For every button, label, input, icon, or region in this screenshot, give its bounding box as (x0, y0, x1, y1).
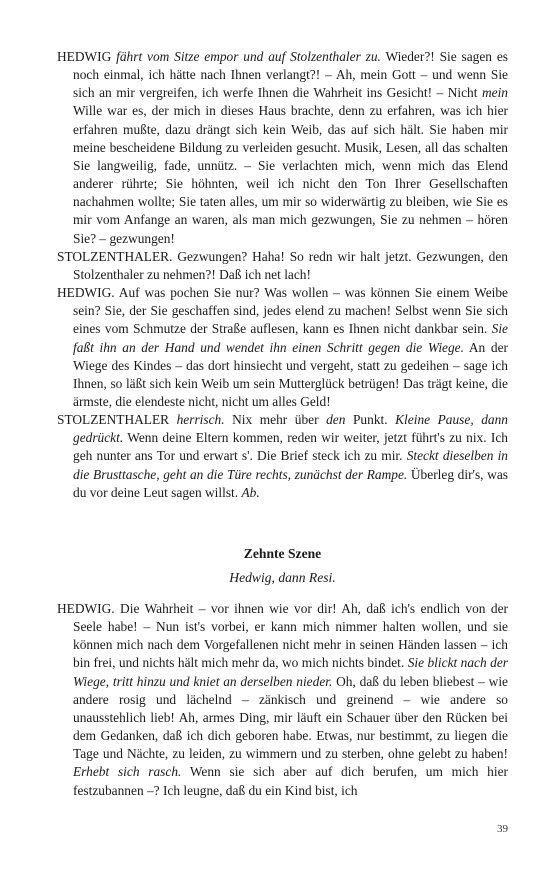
dialogue-text: An der Wiege des Kindes – das dort hinsiecht und vergeht, statt zu gedeihen – sage ich Ihnen, so läßt sich kein Weib um sein Mutterglück betrügen! Das trägt keine, die ärmste, die elendeste nicht, nicht um alles Geld! (73, 339, 508, 409)
stage-direction: Sie blickt nach der Wiege, tritt hinzu und kniet an derselben nieder. (73, 655, 508, 689)
stage-direction: Sie faßt ihn an der Hand und wendet ihn einen Schritt gegen die Wiege. (73, 321, 508, 355)
dialogue-text: Wenn sie sich aber auf dich berufen, um mich hier festzubannen –? Ich leugne, daß du ein Kind bist, ich (73, 764, 508, 798)
dialogue-text: Wille war es, der mich in dieses Haus brachte, denn zu erfahren, was ich hier erfahren mußte, dazu drängt sich kein Weib, das auf sich hält. Sie haben mir meine bescheidene Bildung zu verleiden gesucht. Musik, Lesen, all das schalten Sie langweilig, fade, unnütz. – Sie verlachten mich, wenn mich das Elend anderer rührte; Sie höhnten, weil ich nicht den Ton Ihrer Gesellschaften nachahmen wollte; Sie taten alles, um mir so widerwärtig zu bleiben, wie Sie es mir vom Anfange an waren, als man mich gezwungen, Sie zu nehmen – hören Sie? – gezwungen! (73, 103, 508, 246)
dialogue-text: Wenn deine Eltern kommen, reden wir weiter, jetzt führt's zu nix. Ich geh nunter ans Tor und erwart s'. Die Brief steck ich zu mir. (73, 430, 508, 464)
dialogue-paragraph (57, 284, 508, 411)
stage-direction: den (326, 412, 346, 428)
scene-heading: Zehnte Szene (243, 546, 322, 561)
dialogue-paragraph (57, 48, 508, 248)
dialogue-text: Oh, daß du leben bliebest – wie andere rosig und lächelnd – zänkisch und greinend – wie andere so unausstehlich lieb! Ah, armes Ding, mir läuft ein Schauer über den Rücken bei dem Gedanken, daß ich dich geboren habe. Etwas, nur bestimmt, zu liegen die Tage und Nächte, zu leiden, zu wimmern und zu sterben, ohne gelebt zu haben! (73, 673, 508, 762)
stage-direction: fährt vom Sitze empor und auf Stolzenthaler zu. (116, 49, 381, 64)
dialogue-text: Nix mehr über (224, 412, 327, 428)
stage-direction: herrisch. (176, 412, 225, 428)
dialogue-text: Punkt. (345, 412, 396, 428)
speaker-name: HEDWIG (57, 285, 112, 301)
stage-direction: mein (481, 85, 508, 101)
speaker-name: STOLZENTHALER (57, 412, 170, 428)
dialogue-paragraph (57, 411, 508, 502)
dialogue-block-bottom (57, 600, 508, 800)
dialogue-paragraph (57, 600, 508, 800)
dialogue-text: Überleg dir's, was du vor deine Leut sagen willst. (73, 466, 508, 500)
dialogue-text (169, 412, 177, 427)
speaker-name: HEDWIG (57, 49, 112, 64)
speaker-name: STOLZENTHALER (57, 248, 170, 264)
dialogue-text: . Auf was pochen Sie nur? Was wollen – was können Sie einem Weibe sein? Sie, der Sie geschaffen sind, jedes elend zu machen! Selbst wenn Sie sich eines vom Schmutze der Straße auflesen, kann es Ihnen nicht dankbar sein. (73, 285, 508, 337)
dialogue-text: Wieder?! Sie sagen es noch einmal, ich hätte nach Ihnen verlangt?! – Ah, mein Gott – und wenn Sie sich an mir vergreifen, ich werfe Ihnen die Wahrheit ins Gesicht! – Nicht (73, 49, 508, 101)
page-number: 39 (497, 823, 508, 835)
dialogue-paragraph (57, 248, 508, 284)
stage-direction: Erhebt sich rasch. (73, 764, 182, 780)
dialogue-block-top (57, 48, 508, 502)
dialogue-text: . Die Wahrheit – vor ihnen wie vor dir! Ah, daß ich's endlich von der Seele habe! – Nun ist's vorbei, er kann mich nimmer halten wollen, und sie können mich nach dem Vorgefallenen nicht mehr in seinen Händen lassen – ich bin frei, und nichts hält mich mehr da, wo mich nichts bindet. (73, 601, 508, 671)
stage-direction: Steckt dieselben in die Brusttasche, geht an die Türe rechts, zunächst der Rampe. (73, 448, 508, 482)
stage-direction: Kleine Pause, dann gedrückt. (73, 412, 508, 446)
speaker-name: HEDWIG (57, 601, 112, 616)
dialogue-text: . Gezwungen? Haha! So redn wir halt jetzt. Gezwungen, den Stolzenthaler zu nehmen?! Daß ich net lach! (73, 248, 508, 282)
scene-cast: Hedwig, dann Resi. (229, 570, 336, 585)
stage-direction: Ab. (241, 484, 260, 500)
